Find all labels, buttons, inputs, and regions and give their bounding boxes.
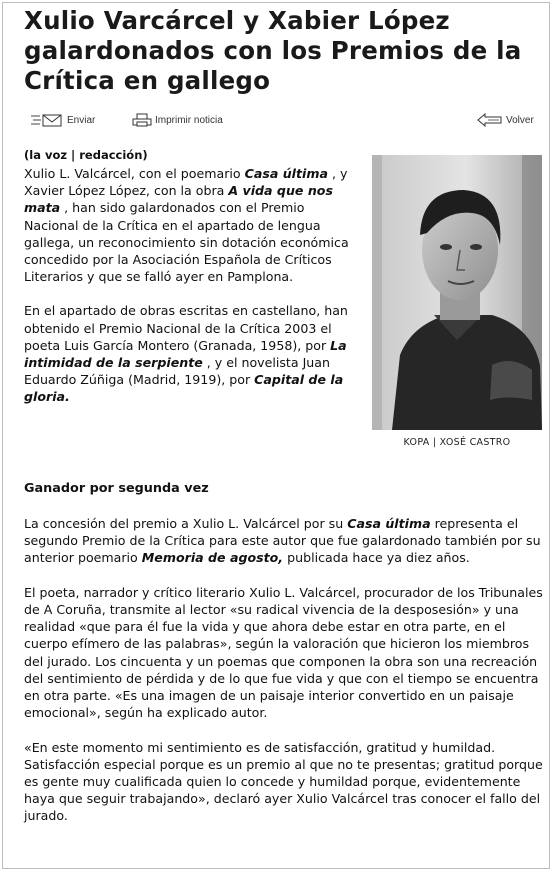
book-title-casa-ultima: Casa última bbox=[244, 166, 328, 181]
paragraph-1-text-b: , y Xavier López López, con la obra bbox=[24, 166, 348, 199]
book-title-la-intimidad: La intimidad de la serpiente bbox=[24, 337, 347, 371]
send-label: Enviar bbox=[67, 114, 96, 126]
paragraph-3-text-c: publicada hace ya diez años. bbox=[283, 550, 470, 566]
send-button[interactable] bbox=[30, 113, 95, 127]
article-body bbox=[24, 515, 546, 842]
book-title-memoria-de-agosto: Memoria de agosto, bbox=[141, 550, 284, 566]
paragraph-2 bbox=[24, 302, 360, 405]
print-label: Imprimir noticia bbox=[155, 114, 223, 126]
book-title-a-vida-que-nos-mata: A vida que nos mata bbox=[24, 183, 333, 216]
paragraph-1 bbox=[24, 165, 360, 285]
paragraph-3-text-b: representa el segundo Premio de la Crítica para este autor que fue galardonado también por su anterior poemario bbox=[24, 516, 541, 566]
paragraph-1-text-c: , han sido galardonados con el Premio Nacional de la Crítica en el apartado de lengua gallega, un reconocimiento sin dotación económica concedido por la Asociación Española de Críticos Literarios y que se falló ayer en Pamplona. bbox=[24, 200, 349, 285]
back-label: Volver bbox=[506, 114, 534, 126]
article-byline: (la voz | redacción) bbox=[24, 148, 148, 162]
book-title-casa-ultima-2: Casa última bbox=[347, 516, 431, 531]
paragraph-4: El poeta, narrador y crítico literario Xulio L. Valcárcel, procurador de los Tribunales de A Coruña, transmite al lector «su radical vivencia de la desposesión» y una realidad «que para él fue la vida y que ahora debe estar en otra parte, en el cuerpo efímero de las palabras», según la valoración que hicieron los miembros del jurado. Los cincuenta y un poemas que componen la obra son una recreación del sentimiento de pérdida y de lo que fue vida y que con el tiempo se encuentra en otra parte. «Es una imagen de un paisaje interior convertido en un paisaje emocional», según ha explicado autor. bbox=[24, 584, 543, 721]
section-subheading: Ganador por segunda vez bbox=[24, 481, 209, 496]
paragraph-2-text-a: En el apartado de obras escritas en castellano, han obtenido el Premio Nacional de la Crítica 2003 el poeta Luis García Montero (Granada, 1958), por bbox=[24, 303, 348, 353]
paragraph-1-text-a: Xulio L. Valcárcel, con el poemario bbox=[24, 166, 245, 181]
book-title-capital-de-la-gloria: Capital de la gloria. bbox=[24, 372, 344, 405]
print-button[interactable] bbox=[132, 113, 223, 127]
photo-credit: KOPA | XOSÉ CASTRO bbox=[403, 437, 511, 448]
article-toolbar bbox=[30, 113, 545, 131]
paragraph-3 bbox=[24, 515, 546, 567]
author-photo bbox=[372, 155, 542, 430]
printer-icon bbox=[132, 113, 152, 127]
send-envelope-icon bbox=[30, 113, 64, 127]
paragraph-2-text-b: , y el novelista Juan Eduardo Zúñiga (Madrid, 1919), por bbox=[24, 355, 330, 388]
paragraph-5: «En este momento mi sentimiento es de satisfacción, gratitud y humildad. Satisfacción especial porque es un premio al que no te presentas; gratitud porque es gente muy cualificada quien lo concede y humildad porque, evidentemente haya que seguir trabajando», declaró ayer Xulio Valcárcel tras conocer el fallo del jurado. bbox=[24, 739, 543, 824]
article-headline: Xulio Varcárcel y Xabier López galardonados con los Premios de la Crítica en gallego bbox=[24, 6, 522, 95]
back-arrow-icon bbox=[477, 113, 503, 127]
back-button[interactable] bbox=[477, 113, 534, 127]
paragraph-3-text-a: La concesión del premio a Xulio L. Valcárcel por su bbox=[24, 516, 348, 531]
article-intro bbox=[24, 165, 360, 423]
